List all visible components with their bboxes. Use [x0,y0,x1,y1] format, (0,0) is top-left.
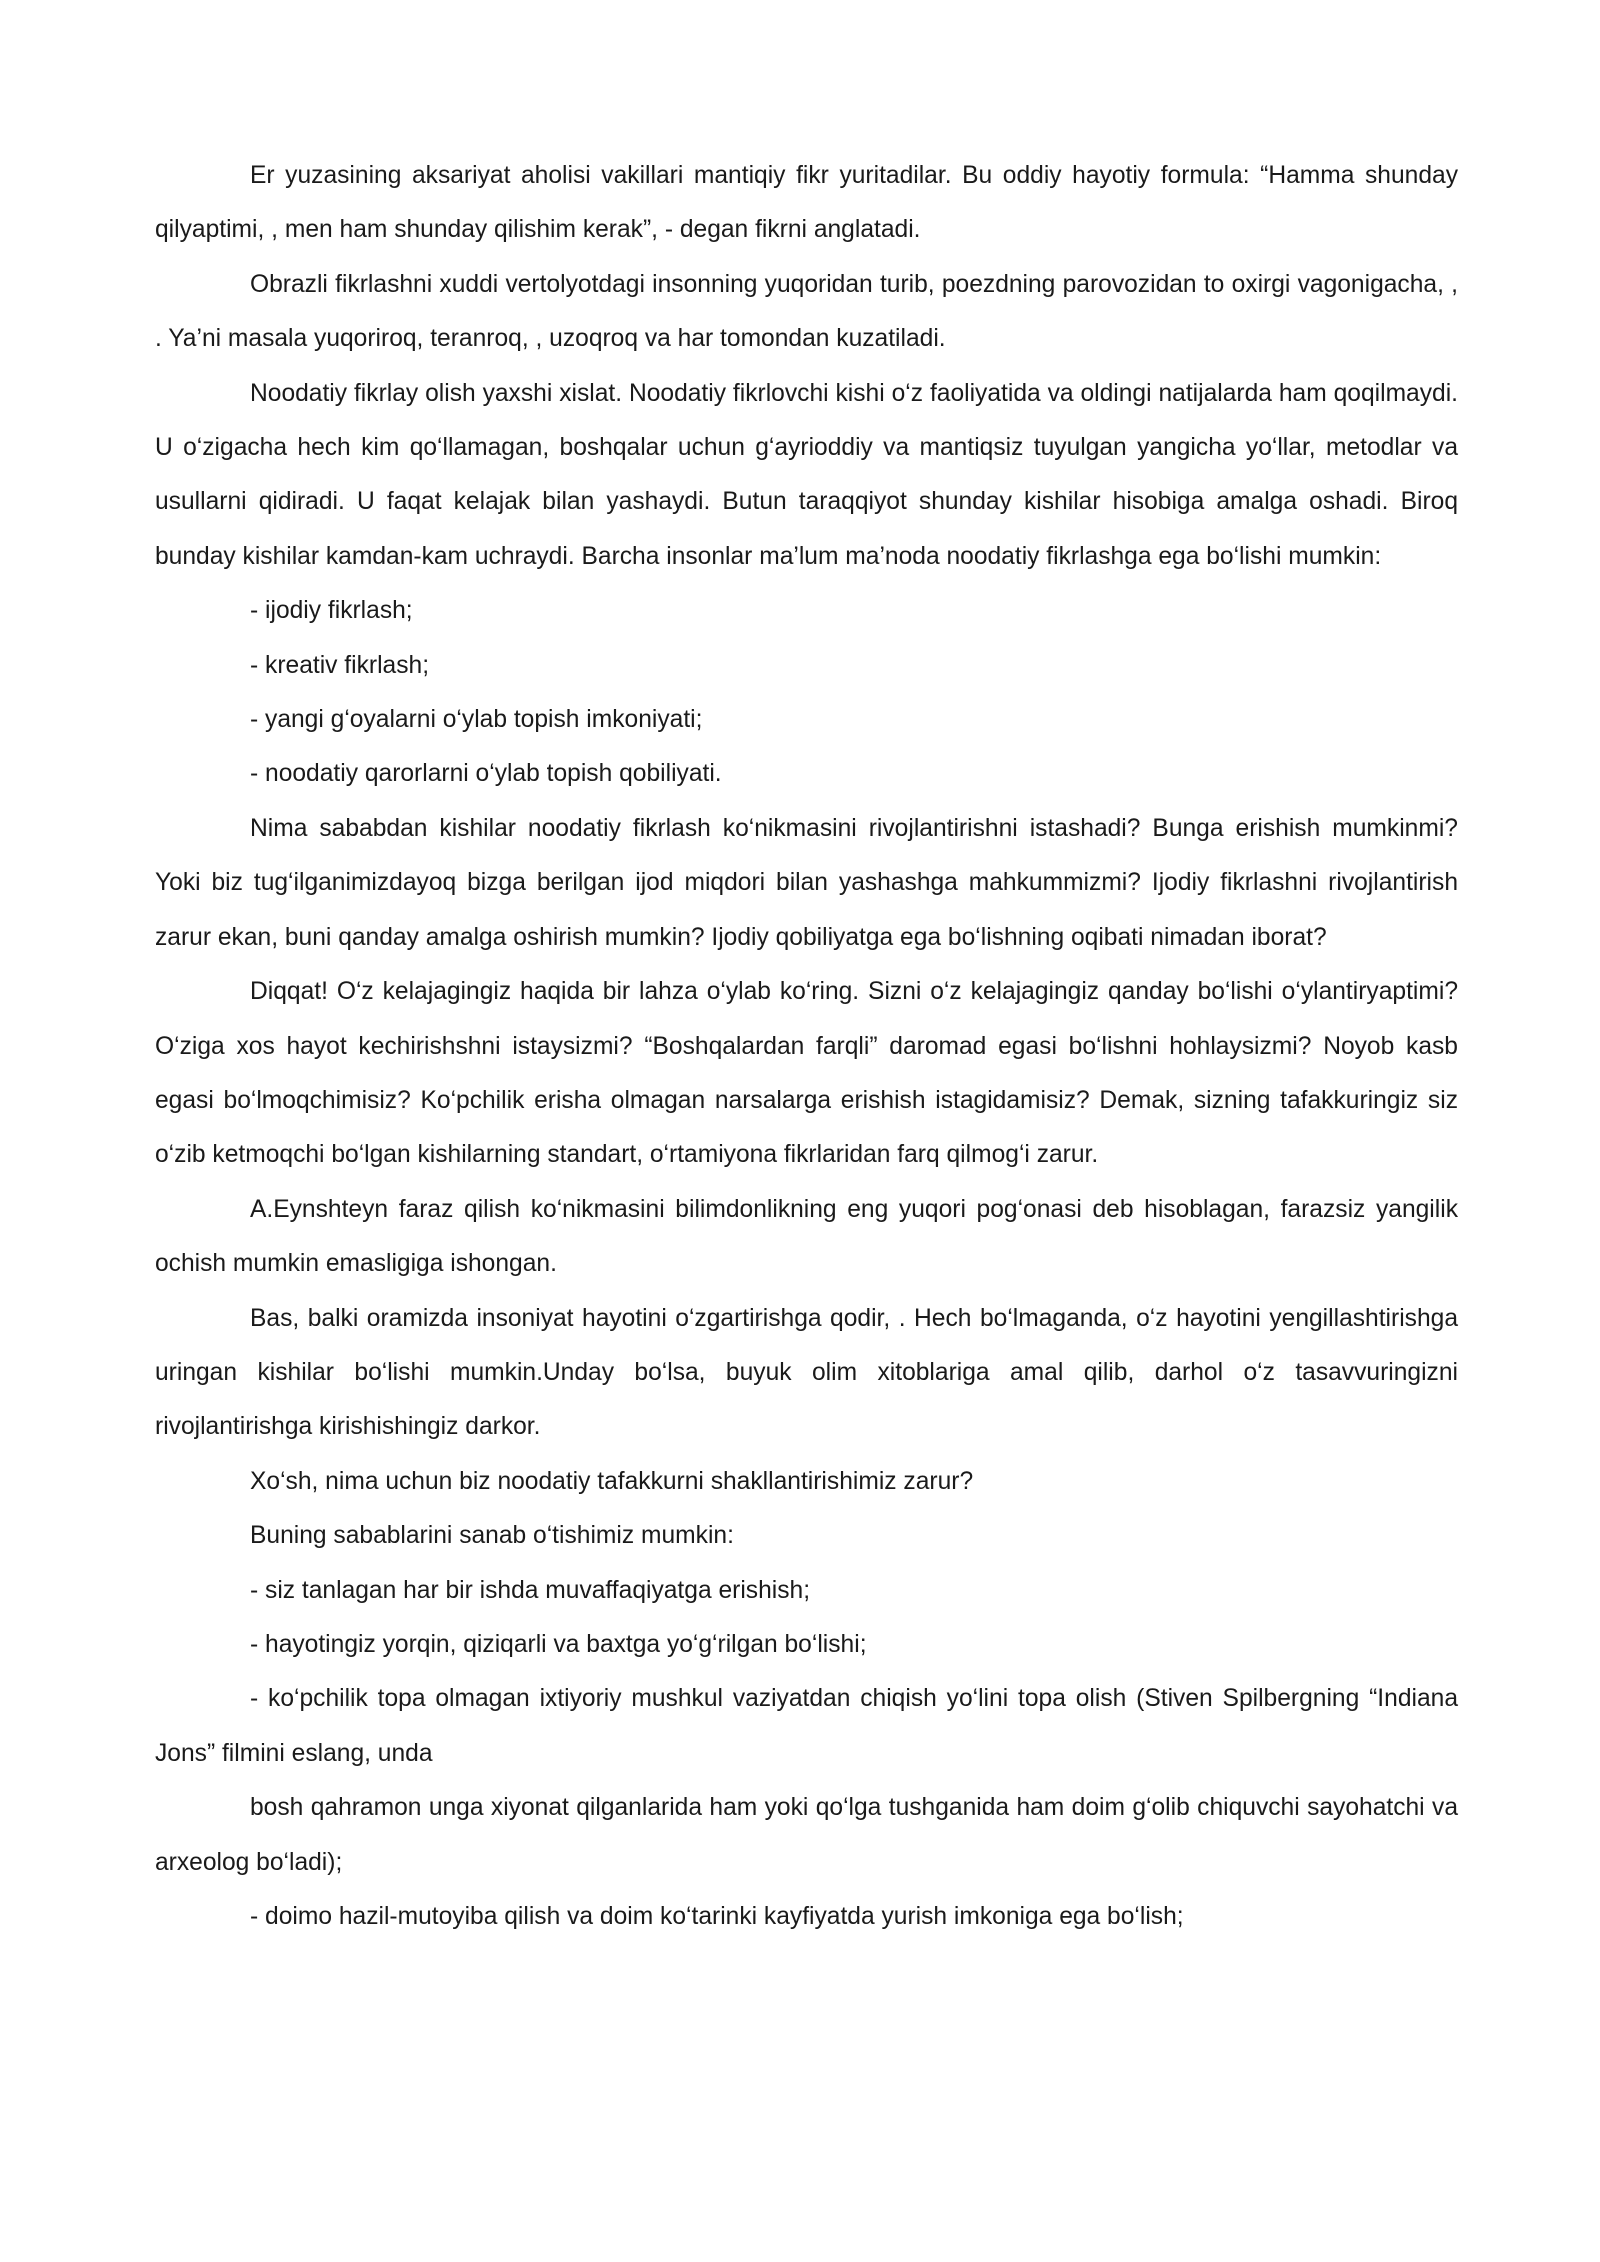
paragraph-4: Nima sababdan kishilar noodatiy fikrlash ko‘nikmasini rivojlantirishni istashadi? Bunga erishish mumkinmi? Yoki biz tug‘ilganimizdayoq bizga berilgan ijod miqdori bilan yashashga mahkummizmi? Ijodiy fikrlashni rivojlantirish zarur ekan, buni qanday amalga oshirish mumkin? Ijodiy qobiliyatga ega bo‘lishning oqibati nimadan iborat? [155,814,1458,951]
paragraph-8: Xo‘sh, nima uchun biz noodatiy tafakkurni shakllantirishimiz zarur? [250,1467,974,1495]
list-item: - doimo hazil-mutoyiba qilish va doim ko‘tarinki kayfiyatda yurish imkoniga ega bo‘lish; [250,1903,1184,1930]
document-body [155,149,1458,1944]
paragraph-5: Diqqat! O‘z kelajagingiz haqida bir lahza o‘ylab ko‘ring. Sizni o‘z kelajagingiz qanday bo‘lishi o‘ylantiryaptimi? O‘ziga xos hayot kechirishshni istaysizmi? “Boshqalardan farqli” daromad egasi bo‘lishni hohlaysizmi? Noyob kasb egasi bo‘lmoqchimisiz? Ko‘pchilik erisha olmagan narsalarga erishish istagidamisiz? Demak, sizning tafakkuringiz siz o‘zib ketmoqchi bo‘lgan kishilarning standart, o‘rtamiyona fikrlaridan farq qilmog‘i zarur. [155,978,1458,1169]
paragraph-7: Bas, balki oramizda insoniyat hayotini o‘zgartirishga qodir, . Hech bo‘lmaganda, o‘z hayotini yengillashtirishga uringan kishilar bo‘lishi mumkin.Unday bo‘lsa, buyuk olim xitoblariga amal qilib, darhol o‘z tasavvuringizni rivojlantirishga kirishishingiz darkor. [155,1304,1458,1441]
paragraph-3: Noodatiy fikrlay olish yaxshi xislat. Noodatiy fikrlovchi kishi o‘z faoliyatida va oldingi natijalarda ham qoqilmaydi. U o‘zigacha hech kim qo‘llamagan, boshqalar uchun g‘ayrioddiy va mantiqsiz tuyulgan yangicha yo‘llar, metodlar va usullarni qidiradi. U faqat kelajak bilan yashaydi. Butun taraqqiyot shunday kishilar hisobiga amalga oshadi. Biroq bunday kishilar kamdan-kam uchraydi. Barcha insonlar ma’lum ma’noda noodatiy fikrlashga ega bo‘lishi mumkin: [155,379,1458,570]
list-item: - hayotingiz yorqin, qiziqarli va baxtga yo‘g‘rilgan bo‘lishi; [250,1630,867,1658]
list-item: - noodatiy qarorlarni o‘ylab topish qobiliyati. [250,760,722,788]
list-item: - ijodiy fikrlash; [250,597,413,625]
list-item: - yangi g‘oyalarni o‘ylab topish imkoniyati; [250,706,703,734]
list-item: - siz tanlagan har bir ishda muvaffaqiyatga erishish; [250,1576,811,1604]
paragraph-1: Er yuzasining aksariyat aholisi vakillari mantiqiy fikr yuritadilar. Bu oddiy hayotiy formula: “Hamma shunday qilyaptimi, , men ham shunday qilishim kerak”, - degan fikrni anglatadi. [155,162,1458,244]
list-item: - ko‘pchilik topa olmagan ixtiyoriy mushkul vaziyatdan chiqish yo‘lini topa olish (Stiven Spilbergning “Indiana Jons” filmini eslang, unda [155,1685,1458,1767]
paragraph-9: Buning sabablarini sanab o‘tishimiz mumkin: [250,1522,734,1550]
paragraph-10: bosh qahramon unga xiyonat qilganlarida ham yoki qo‘lga tushganida ham doim g‘olib chiquvchi sayohatchi va arxeolog bo‘ladi); [155,1794,1458,1876]
list-item: - kreativ fikrlash; [250,651,430,679]
paragraph-2: Obrazli fikrlashni xuddi vertolyotdagi insonning yuqoridan turib, poezdning parovozidan to oxirgi vagonigacha, , . Ya’ni masala yuqoriroq, teranroq, , uzoqroq va har tomondan kuzatiladi. [155,270,1458,353]
paragraph-6: A.Eynshteyn faraz qilish ko‘nikmasini bilimdonlikning eng yuqori pog‘onasi deb hisoblagan, farazsiz yangilik ochish mumkin emasligiga ishongan. [155,1195,1458,1278]
